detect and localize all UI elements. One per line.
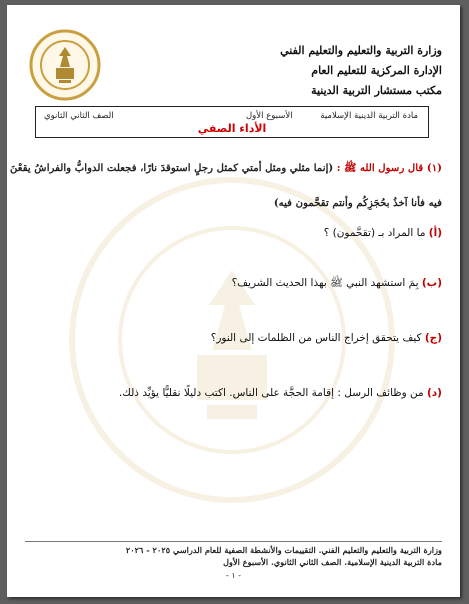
hadith-number: (١)	[426, 162, 442, 174]
document-page	[7, 5, 460, 597]
question-a-label: (أ)	[428, 227, 442, 239]
question-d	[119, 387, 442, 399]
week-label: الأسبوع الأول	[246, 111, 293, 121]
question-c-text: كيف يتحقق إخراج الناس من الظلمات إلى النور؟	[210, 332, 422, 344]
question-d-text: من وظائف الرسل : إقامة الحجَّة على الناس. اكتب دليلًا نقليًّا يؤيِّد ذلك.	[118, 387, 424, 399]
ministry-of-education-emblem-icon	[29, 29, 101, 101]
question-b-text: بِمَ استشهد النبي ﷺ بهذا الحديث الشريف؟	[231, 277, 419, 289]
question-a-text: ما المراد بـ (تقحَّمون) ؟	[323, 227, 426, 239]
page-number: - ١ -	[225, 571, 242, 580]
footer-line-1: وزارة التربية والتعليم والتعليم الفني. التقييمات والأنشطة الصفية للعام الدراسي ٢٠٢٥ - ٢٠٢٦	[125, 545, 442, 555]
classroom-performance-title: الأداء الصفي	[197, 122, 267, 135]
question-b-label: (ب)	[421, 277, 442, 289]
page-footer	[25, 541, 442, 568]
hadith-line-1	[10, 161, 442, 175]
hadith-text-2: فيه فأنا آخذُ بحُجَزِكُم وأنتم تقحَّمون فيه)	[273, 197, 442, 209]
question-c	[211, 332, 442, 344]
ministry-header	[280, 41, 442, 101]
ministry-name: وزارة التربية والتعليم والتعليم الفني	[280, 44, 442, 57]
question-d-label: (د)	[427, 387, 442, 399]
lesson-info-box	[35, 106, 429, 138]
question-c-label: (ج)	[424, 332, 442, 344]
subject-label: مادة التربية الدينية الإسلامية	[320, 111, 418, 121]
hadith-lead: قال رسول الله ﷺ :	[336, 162, 424, 174]
advisor-office: مكتب مستشار التربية الدينية	[311, 84, 442, 97]
hadith-text-1: (إنما مثلي ومثل أمتي كمثل رجلٍ استوقدَ نارًا، فجعلت الدوابُّ والفراشُ يقعْنَ	[10, 162, 334, 174]
grade-label: الصف الثاني الثانوي	[44, 111, 114, 121]
question-b	[232, 277, 442, 292]
question-a	[324, 227, 442, 239]
footer-line-2: مادة التربية الدينية الإسلامية. الصف الثاني الثانوي. الأسبوع الأول	[223, 557, 442, 567]
central-administration: الإدارة المركزية للتعليم العام	[311, 64, 442, 77]
